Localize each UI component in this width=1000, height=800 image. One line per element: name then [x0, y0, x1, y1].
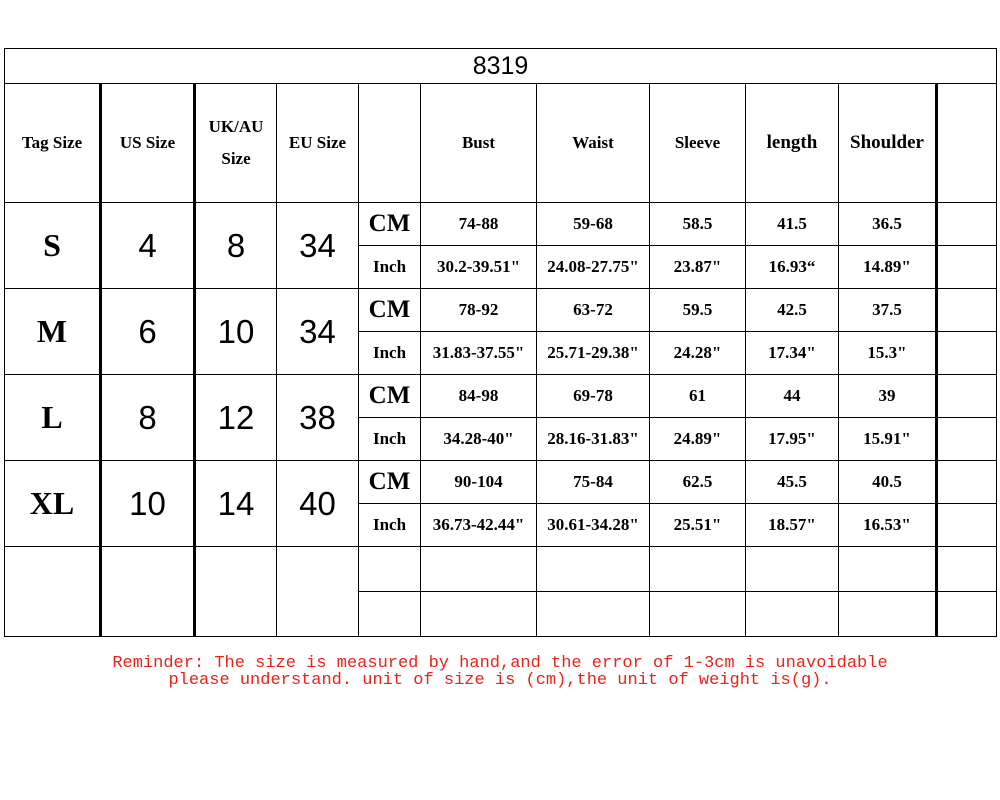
empty-row — [5, 547, 997, 592]
sleeve-cell: 24.28" — [650, 332, 746, 375]
header-bust: Bust — [421, 84, 537, 203]
empty-cell — [839, 592, 937, 637]
us-size-cell: 8 — [101, 375, 195, 461]
tag-size-cell: L — [5, 375, 101, 461]
reminder-line-1: Reminder: The size is measured by hand,and the error of 1-3cm is unavoidable — [112, 654, 888, 673]
uk-size-cell: 8 — [195, 203, 277, 289]
empty-cell — [359, 547, 421, 592]
header-waist: Waist — [537, 84, 650, 203]
unit-inch-cell: Inch — [359, 504, 421, 547]
extra-cell — [937, 375, 997, 418]
header-uk-line1: UK/AU — [208, 117, 264, 136]
empty-cell — [195, 547, 277, 637]
empty-cell — [937, 547, 997, 592]
us-size-cell: 10 — [101, 461, 195, 547]
bust-cell: 74-88 — [421, 203, 537, 246]
bust-cell: 34.28-40" — [421, 418, 537, 461]
empty-cell — [277, 547, 359, 637]
table-title: 8319 — [5, 49, 997, 84]
uk-size-cell: 10 — [195, 289, 277, 375]
header-shoulder: Shoulder — [839, 84, 937, 203]
sleeve-cell: 61 — [650, 375, 746, 418]
extra-cell — [937, 418, 997, 461]
waist-cell: 24.08-27.75" — [537, 246, 650, 289]
waist-cell: 69-78 — [537, 375, 650, 418]
tag-size-cell: M — [5, 289, 101, 375]
header-tag-size: Tag Size — [5, 84, 101, 203]
extra-cell — [937, 504, 997, 547]
extra-cell — [937, 461, 997, 504]
empty-cell — [421, 547, 537, 592]
waist-cell: 25.71-29.38" — [537, 332, 650, 375]
reminder-note — [0, 655, 1000, 689]
us-size-cell: 4 — [101, 203, 195, 289]
extra-cell — [937, 203, 997, 246]
bust-cell: 36.73-42.44" — [421, 504, 537, 547]
eu-size-cell: 40 — [277, 461, 359, 547]
header-uk-line2: Size — [221, 149, 251, 168]
table-row — [5, 375, 997, 418]
empty-cell — [537, 592, 650, 637]
empty-cell — [650, 592, 746, 637]
unit-cm-cell: CM — [359, 375, 421, 418]
header-eu-size: EU Size — [277, 84, 359, 203]
table-row — [5, 289, 997, 332]
uk-size-cell: 12 — [195, 375, 277, 461]
sleeve-cell: 62.5 — [650, 461, 746, 504]
eu-size-cell: 34 — [277, 203, 359, 289]
sleeve-cell: 24.89" — [650, 418, 746, 461]
empty-cell — [421, 592, 537, 637]
sleeve-cell: 59.5 — [650, 289, 746, 332]
empty-cell — [839, 547, 937, 592]
empty-cell — [650, 547, 746, 592]
unit-inch-cell: Inch — [359, 246, 421, 289]
bust-cell: 84-98 — [421, 375, 537, 418]
length-cell: 17.34" — [746, 332, 839, 375]
eu-size-cell: 38 — [277, 375, 359, 461]
extra-cell — [937, 246, 997, 289]
length-cell: 42.5 — [746, 289, 839, 332]
header-sleeve: Sleeve — [650, 84, 746, 203]
uk-size-cell: 14 — [195, 461, 277, 547]
shoulder-cell: 16.53" — [839, 504, 937, 547]
empty-cell — [5, 547, 101, 637]
length-cell: 17.95" — [746, 418, 839, 461]
tag-size-cell: S — [5, 203, 101, 289]
empty-cell — [746, 592, 839, 637]
tag-size-cell: XL — [5, 461, 101, 547]
empty-cell — [359, 592, 421, 637]
empty-cell — [537, 547, 650, 592]
sleeve-cell: 25.51" — [650, 504, 746, 547]
shoulder-cell: 40.5 — [839, 461, 937, 504]
bust-cell: 31.83-37.55" — [421, 332, 537, 375]
header-us-size: US Size — [101, 84, 195, 203]
bust-cell: 78-92 — [421, 289, 537, 332]
shoulder-cell: 15.91" — [839, 418, 937, 461]
unit-inch-cell: Inch — [359, 332, 421, 375]
us-size-cell: 6 — [101, 289, 195, 375]
extra-cell — [937, 289, 997, 332]
waist-cell: 59-68 — [537, 203, 650, 246]
unit-cm-cell: CM — [359, 203, 421, 246]
sleeve-cell: 23.87" — [650, 246, 746, 289]
bust-cell: 90-104 — [421, 461, 537, 504]
unit-cm-cell: CM — [359, 289, 421, 332]
length-cell: 45.5 — [746, 461, 839, 504]
reminder-line-2: please understand. unit of size is (cm),the unit of weight is(g). — [168, 671, 832, 690]
header-unit — [359, 84, 421, 203]
empty-cell — [101, 547, 195, 637]
header-row — [5, 84, 997, 203]
length-cell: 16.93“ — [746, 246, 839, 289]
size-table — [4, 48, 997, 637]
shoulder-cell: 37.5 — [839, 289, 937, 332]
waist-cell: 30.61-34.28" — [537, 504, 650, 547]
length-cell: 44 — [746, 375, 839, 418]
empty-cell — [746, 547, 839, 592]
shoulder-cell: 39 — [839, 375, 937, 418]
header-extra — [937, 84, 997, 203]
shoulder-cell: 36.5 — [839, 203, 937, 246]
table-row — [5, 461, 997, 504]
eu-size-cell: 34 — [277, 289, 359, 375]
bust-cell: 30.2-39.51" — [421, 246, 537, 289]
waist-cell: 63-72 — [537, 289, 650, 332]
waist-cell: 28.16-31.83" — [537, 418, 650, 461]
sleeve-cell: 58.5 — [650, 203, 746, 246]
table-row — [5, 203, 997, 246]
header-length: length — [746, 84, 839, 203]
length-cell: 41.5 — [746, 203, 839, 246]
unit-inch-cell: Inch — [359, 418, 421, 461]
unit-cm-cell: CM — [359, 461, 421, 504]
empty-cell — [937, 592, 997, 637]
header-uk-au-size — [195, 84, 277, 203]
size-chart — [4, 48, 996, 637]
shoulder-cell: 15.3" — [839, 332, 937, 375]
waist-cell: 75-84 — [537, 461, 650, 504]
shoulder-cell: 14.89" — [839, 246, 937, 289]
length-cell: 18.57" — [746, 504, 839, 547]
extra-cell — [937, 332, 997, 375]
